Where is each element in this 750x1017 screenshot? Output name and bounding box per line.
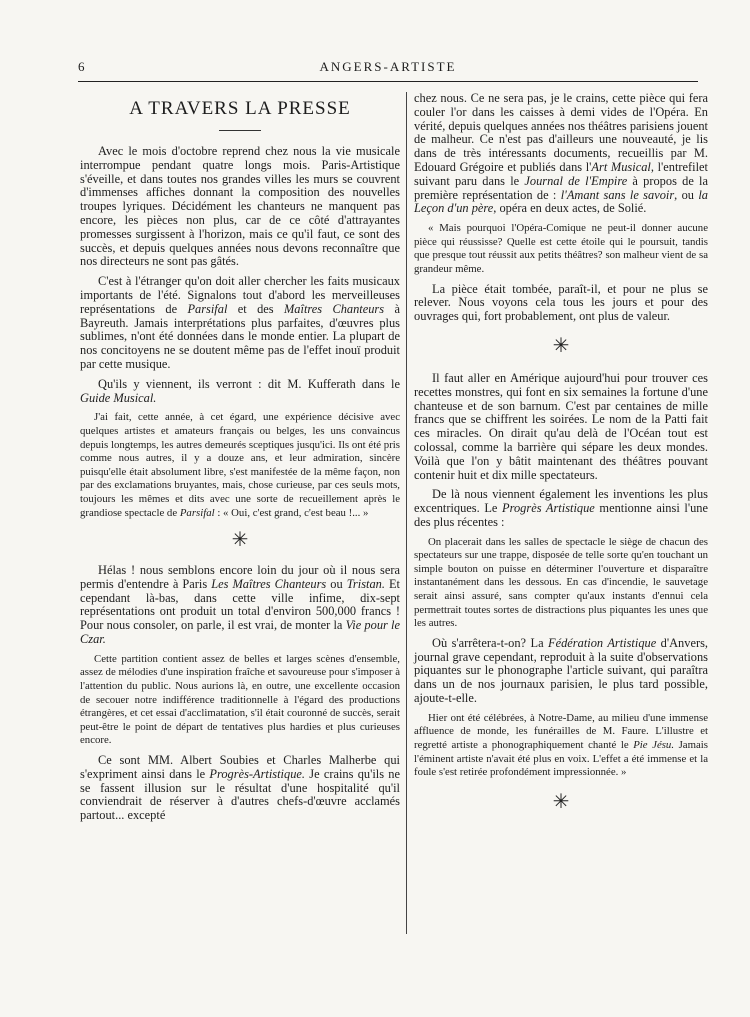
page-number: 6 <box>78 59 85 74</box>
paragraph: Hélas ! nous semblons encore loin du jour où il nous sera permis d'entendre à Paris Les Maîtres Chanteurs ou Tristan. Et cependant là-bas, dans cette ville infime, dix-sept représentations ont produit un total d'environ 500,000 francs ! Pour nous consoler, on parle, il est vrai, de monter la Vie pour le Czar. <box>80 563 401 647</box>
paragraph: Où s'arrêtera-t-on? La Fédération Artistique d'Anvers, journal grave cependant, reproduit à la suite d'observations piquantes sur le phonographe l'article suivant, qui paraîtra dans un de nos journaux parisien, le plus tard possible, ajoute-t-elle. <box>414 635 708 706</box>
paragraph: Avec le mois d'octobre reprend chez nous la vie musicale interrompue pendant quatre longs mois. Paris-Artistique s'éveille, et dans toutes nos grandes villes les murs se couvrent d'immenses affiches donnant la composition des nouvelles troupes lyriques. Décidément les chanteurs ne manquent pas encore, les pièces non plus, car de ce côté d'attrayantes promesses surgissent à l'horizon, mais ce qu'il faut, ce sont des succès, et depuis quelques années nous devons reconnaître que nos directeurs ne sont pas gâtés. <box>80 144 400 269</box>
paragraph: Il faut aller en Amérique aujourd'hui pour trouver ces recettes monstres, qui font en six semaines la fortune d'une chanteuse et de son barnum. C'est par centaines de mille francs que se chiffrent les soirées. Le nom de la Patti fait ces miracles. On dirait qu'au delà de l'Océan tout est colossal, comme la barrière qui sépare les deux mondes. Voilà que l'on y bâtit maintenant des théâtres pouvant contenir huit et dix mille spectateurs. <box>414 370 708 482</box>
paragraph: C'est à l'étranger qu'on doit aller chercher les faits musicaux importants de l'été. Signalons tout d'abord les merveilleuses représentations de Parsifal et des Maîtres Chanteurs à Bayreuth. Jamais interprétations plus parfaites, d'œuvres plus sublimes, n'ont été données dans le monde entier. La plupart de nos concitoyens ne se doutent même pas de l'effet inouï produit par cette musique. <box>80 274 400 371</box>
block-quote: J'ai fait, cette année, à cet égard, une expérience décisive avec quelques artistes et amateurs français ou belges, les uns convaincus depuis longtemps, les autres demeurés sceptiques jusqu'ici. Ils ont été pris comme nous autres, il y a douze ans, et leur admiration, sincère puisqu'elle était absolument libre, s'est manifestée de la même façon, non par des exclamations bruyantes, mais, chose curieuse, par ces seuls mots, toujours les mêmes et dits avec une sorte de recueillement après le grandiose spectacle de Parsifal : « Oui, c'est grand, c'est beau !... » <box>80 411 400 519</box>
ornament-icon: ✳ <box>552 334 570 357</box>
article-title: A TRAVERS LA PRESSE <box>129 98 351 119</box>
block-quote: On placerait dans les salles de spectacle le siège de chacun des spectateurs sur une trappe, disposée de telle sorte qu'en touchant un simple bouton on puisse en déterminer l'ouverture et disparaître instantanément dans les dessous. En cas d'incendie, le sauvetage serait ainsi assuré, sans compter qu'aux instants d'ennui cela permettrait toutes sortes de distractions plus piquantes les unes que les autres. <box>414 535 708 630</box>
block-quote: Cette partition contient assez de belles et larges scènes d'ensemble, assez de mélodies d'une inspiration fraîche et savoureuse pour s'imposer à l'attention du public. Nous aurions là, en outre, une excellente occasion de secouer notre indifférence traditionnelle à l'égard des productions étrangères, et cet essai d'acclimatation, s'il était couronné de succès, serait peut-être le point de départ de tentatives plus hardies et plus curieuses encore. <box>80 652 400 747</box>
paragraph: Qu'ils y viennent, ils verront : dit M. Kufferath dans le Guide Musical. <box>80 376 400 405</box>
journal-title: ANGERS-ARTISTE <box>319 59 457 74</box>
paragraph: chez nous. Ce ne sera pas, je le crains, cette pièce qui fera couler l'or dans les caisses à demi vides de l'Opéra. En vérité, depuis quelques années nos théâtres parisiens jouent de malheur. Ce n'est pas d'ailleurs une nouveauté, je lis dans de très intéressants documents, recueillis par M. Edouard Grégoire et publiés dans l'Art Musical, l'entrefilet suivant paru dans le Journal de l'Empire à propos de la première représentation de : l'Amant sans le savoir, ou la Leçon d'un père, opéra en deux actes, de Solié. <box>414 91 708 216</box>
block-quote: « Mais pourquoi l'Opéra-Comique ne peut-il donner aucune pièce qui réussisse? Quelle est cette étoile qui le poursuit, tandis que presque tout réussit aux petits théâtres? son malheur vient de sa grandeur même. <box>414 222 708 275</box>
paragraph: Ce sont MM. Albert Soubies et Charles Malherbe qui s'expriment ainsi dans le Progrès-Artistique. Je crains qu'ils ne se fassent illusion sur le résultat d'une hospitalité qu'il conviendrait de réserver à d'autres chefs-d'œuvre acclamés partout... excepté <box>80 753 400 823</box>
ornament-icon: ✳ <box>231 529 249 552</box>
block-quote: Hier ont été célébrées, à Notre-Dame, au milieu d'une immense affluence de monde, les funérailles de M. Faure. L'illustre et regretté artiste a phonographiquement chanté le Pie Jésu. Jamais l'éminent artiste n'avait été plus en voix. L'effet a été immense et la foule s'est retirée profondément impressionnée. » <box>414 711 708 779</box>
right-column <box>414 92 708 828</box>
page-header <box>78 57 698 82</box>
paragraph: La pièce était tombée, paraît-il, et pour ne plus se relever. Nous voyons cela tous les jours et pour des ouvrages qui, fort probablement, ont plus de valeur. <box>414 281 708 324</box>
title-rule <box>219 126 261 131</box>
ornament-icon: ✳ <box>552 790 570 813</box>
left-column <box>80 92 400 829</box>
column-divider <box>406 92 407 934</box>
paragraph: De là nous viennent également les inventions les plus excentriques. Le Progrès Artistique mentionne ainsi l'une des plus récentes : <box>414 487 708 529</box>
